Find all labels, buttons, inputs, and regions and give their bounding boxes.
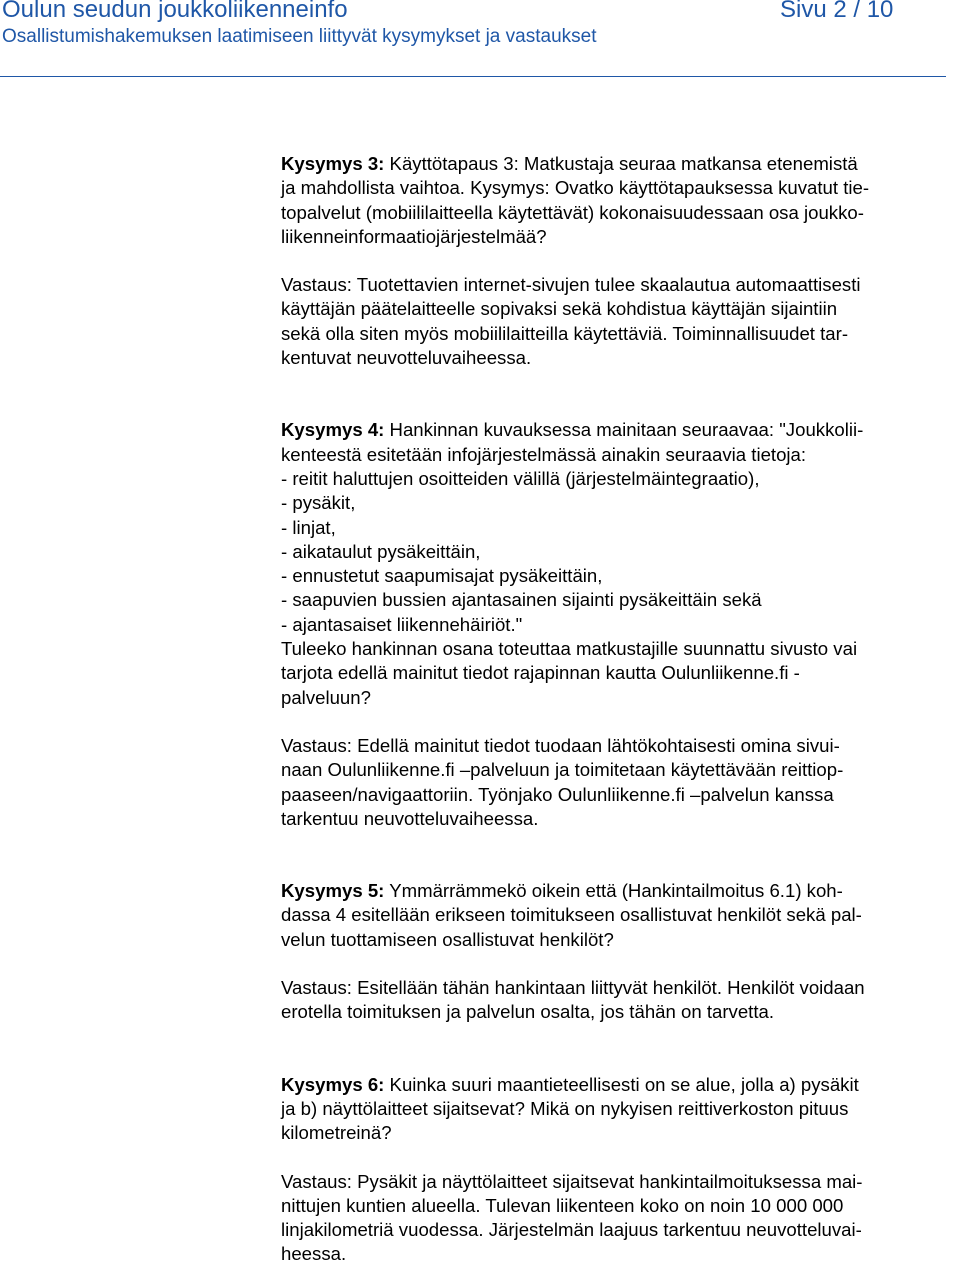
question-line: - pysäkit, [281, 492, 356, 514]
question-line: liikenneinformaatiojärjestelmää? [281, 225, 547, 247]
answer-3 [281, 273, 956, 370]
answer-line: käyttäjän päätelaitteelle sopivaksi sekä kohdistua käyttäjän sijaintiin [281, 298, 838, 320]
page-header [0, 0, 960, 80]
question-line [281, 1073, 956, 1097]
qa-content [281, 152, 956, 1267]
question-line: - linjat, [281, 516, 336, 538]
spacer [281, 1025, 956, 1073]
answer-line: linjakilometriä vuodessa. Järjestelmän laajuus tarkentuu neuvotteluvai- [281, 1219, 862, 1241]
spacer [281, 831, 956, 879]
answer-line: paaseen/navigaattoriin. Työnjako Oulunliikenne.fi –palvelun kanssa [281, 783, 834, 805]
question-line: - saapuvien bussien ajantasainen sijainti pysäkeittäin sekä [281, 589, 762, 611]
question-label: Kysymys 5: [281, 880, 385, 902]
spacer [281, 1146, 956, 1170]
question-3 [281, 152, 956, 249]
spacer [281, 249, 956, 273]
question-line: velun tuottamiseen osallistuvat henkilöt? [281, 928, 614, 950]
answer-line: Vastaus: Edellä mainitut tiedot tuodaan lähtökohtaisesti omina sivui- [281, 734, 840, 756]
answer-4 [281, 734, 956, 831]
question-label: Kysymys 4: [281, 419, 385, 441]
answer-line: naan Oulunliikenne.fi –palveluun ja toimitetaan käytettävään reittiop- [281, 759, 844, 781]
answer-line: sekä olla siten myös mobiililaitteilla käytettäviä. Toiminnallisuudet tar- [281, 322, 849, 344]
answer-line: Vastaus: Tuotettavien internet-sivujen tulee skaalautua automaattisesti [281, 274, 861, 296]
question-label: Kysymys 3: [281, 153, 385, 174]
question-line [281, 418, 956, 442]
question-line: ja mahdollista vaihtoa. Kysymys: Ovatko käyttötapauksessa kuvatut tie- [281, 177, 870, 199]
question-line: kenteestä esitetään infojärjestelmässä ainakin seuraavia tietoja: [281, 443, 807, 465]
answer-line: erotella toimituksen ja palvelun osalta, jos tähän on tarvetta. [281, 1001, 775, 1023]
answer-line: Vastaus: Pysäkit ja näyttölaitteet sijaitsevat hankintailmoituksessa mai- [281, 1170, 863, 1192]
question-line [281, 879, 956, 903]
answer-6 [281, 1170, 956, 1267]
question-line: palveluun? [281, 686, 371, 708]
question-line: Tuleeko hankinnan osana toteuttaa matkustajille suunnattu sivusto vai [281, 638, 858, 660]
document-subtitle: Osallistumishakemuksen laatimiseen liittyvät kysymykset ja vastaukset [2, 26, 597, 47]
answer-line: tarkentuu neuvotteluvaiheessa. [281, 807, 539, 829]
spacer [281, 710, 956, 734]
question-line [281, 152, 956, 176]
question-5 [281, 879, 956, 952]
answer-5 [281, 976, 956, 1025]
header-divider [0, 76, 946, 77]
document-title: Oulun seudun joukkoliikenneinfo [2, 0, 348, 23]
question-6 [281, 1073, 956, 1146]
page-number: Sivu 2 / 10 [780, 0, 894, 23]
answer-line: kentuvat neuvotteluvaiheessa. [281, 347, 532, 369]
question-line: tarjota edellä mainitut tiedot rajapinnan kautta Oulunliikenne.fi - [281, 662, 800, 684]
spacer [281, 370, 956, 418]
question-line: topalvelut (mobiililaitteella käytettävät) kokonaisuudessaan osa joukko- [281, 201, 864, 223]
question-text: Kuinka suuri maantieteellisesti on se alue, jolla a) pysäkit [384, 1073, 859, 1095]
question-text: Hankinnan kuvauksessa mainitaan seuraavaa: "Joukkolii- [384, 419, 864, 441]
spacer [281, 952, 956, 976]
question-4 [281, 418, 956, 710]
question-text: Käyttötapaus 3: Matkustaja seuraa matkansa etenemistä [384, 153, 858, 174]
question-label: Kysymys 6: [281, 1073, 385, 1095]
question-line: - reitit haluttujen osoitteiden välillä (järjestelmäintegraatio), [281, 467, 760, 489]
answer-line: nittujen kuntien alueella. Tulevan liikenteen koko on noin 10 000 000 [281, 1194, 844, 1216]
answer-line: Vastaus: Esitellään tähän hankintaan liittyvät henkilöt. Henkilöt voidaan [281, 977, 865, 999]
question-line: - aikataulut pysäkeittäin, [281, 540, 481, 562]
question-line: - ajantasaiset liikennehäiriöt." [281, 613, 523, 635]
question-line: kilometreinä? [281, 1122, 392, 1144]
question-line: - ennustetut saapumisajat pysäkeittäin, [281, 565, 603, 587]
question-line: dassa 4 esitellään erikseen toimitukseen osallistuvat henkilöt sekä pal- [281, 904, 862, 926]
question-line: ja b) näyttölaitteet sijaitsevat? Mikä on nykyisen reittiverkoston pituus [281, 1097, 849, 1119]
answer-line: heessa. [281, 1243, 347, 1265]
question-text: Ymmärrämmekö oikein että (Hankintailmoitus 6.1) koh- [384, 880, 843, 902]
